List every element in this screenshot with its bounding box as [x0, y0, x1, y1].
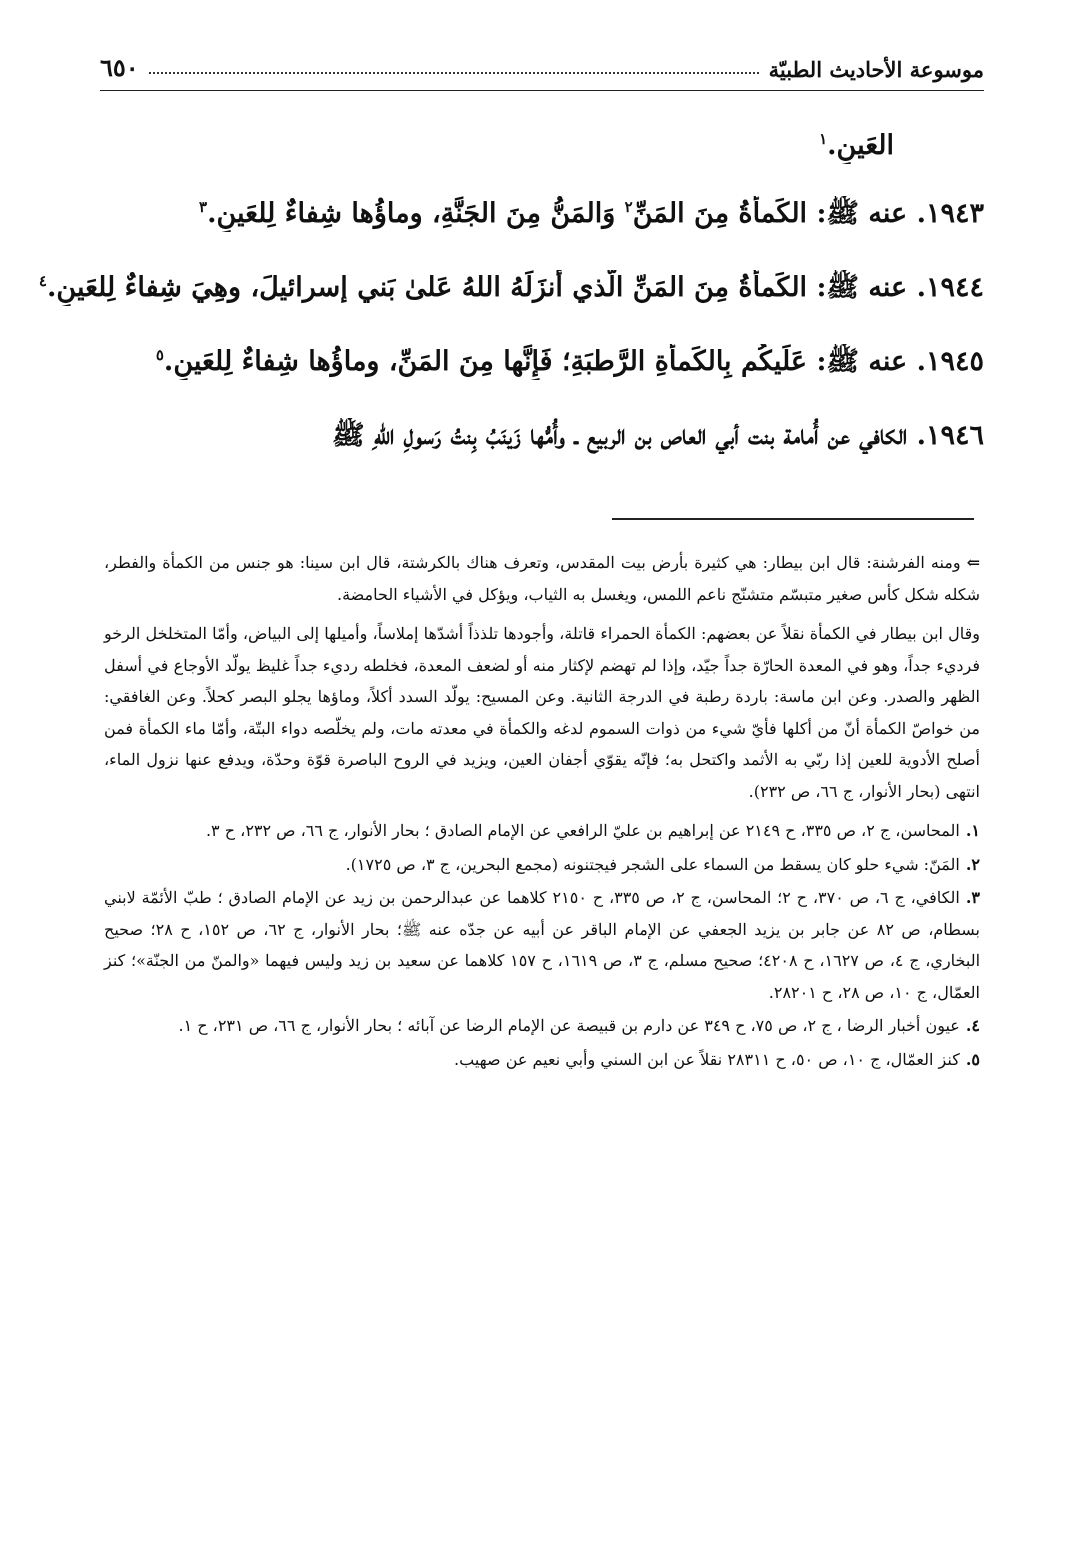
footnote-text: عيون أخبار الرضا ، ج ٢، ص ٧٥، ح ٣٤٩ عن دارم بن قبيصة عن الإمام الرضا عن آبائه ؛ بحار الأنوار، ج ٦٦، ص ٢٣١، ح ١.: [178, 1016, 960, 1035]
footnote-number: ٤.: [965, 1016, 980, 1035]
footnote-4: [104, 1010, 980, 1042]
continued-arrow-icon: ⇐: [966, 553, 980, 572]
hadith-text: عنه ﷺ: عَلَيكُم بِالكَمأَةِ الرَّطبَةِ؛ فَإِنَّها مِنَ المَنِّ، وماؤُها شِفاءٌ لِلعَينِ.: [163, 346, 908, 377]
footnote-ref: ٣: [199, 198, 208, 216]
header-dotted-leader: [149, 72, 759, 74]
footnote-text: المحاسن، ج ٢، ص ٣٣٥، ح ٢١٤٩ عن إبراهيم بن عليّ الرافعي عن الإمام الصادق ؛ بحار الأنوار، ج ٦٦، ص ٢٣٢، ح ٣.: [205, 821, 960, 840]
footnote-1: [104, 815, 980, 847]
book-title: موسوعة الأحاديث الطبيّة: [768, 57, 984, 82]
page-header: [100, 46, 984, 82]
page-number: ٦٥٠: [100, 53, 139, 82]
footnote-number: ٢.: [965, 854, 980, 874]
hadith-number: ١٩٤٦.: [907, 420, 984, 451]
hadith-text: وَالمَنُّ مِنَ الجَنَّةِ، وماؤُها شِفاءٌ لِلعَينِ.: [207, 198, 625, 229]
hadith-text: عنه ﷺ: الكَمأَةُ مِنَ المَنِّ: [632, 198, 908, 229]
footnote-ref: ٤: [38, 272, 47, 290]
footnote-3: [104, 882, 980, 1008]
footnote-ref: ٢: [624, 198, 633, 216]
continued-note: [104, 547, 980, 610]
note-text: ومنه الفرشنة: قال ابن بيطار: هي كثيرة بأرض بيت المقدس، وتعرف هناك بالكرشتة، قال ابن سينا: هو جنس من الكمأة والفطر، شكله شكل كأس صغير متبسّم متشنّج ناعم اللمس، ويغسل به الثياب، ويؤكل في الأشياء الحامضة.: [104, 553, 980, 604]
hadith-text: عنه ﷺ: الكَمأَةُ مِنَ المَنِّ الَّذي أنزَلَهُ اللهُ عَلىٰ بَني إسرائيلَ، وهِيَ شِفاءٌ لِلعَينِ.: [46, 272, 908, 303]
hadith-1946: [332, 418, 984, 454]
hadith-number: ١٩٤٥.: [907, 346, 984, 377]
footnote-text: كنز العمّال، ج ١٠، ص ٥٠، ح ٢٨٣١١ نقلاً عن ابن السني وأبي نعيم عن صهيب.: [454, 1049, 960, 1069]
hadith-1944: [39, 270, 984, 306]
footnote-number: ٣.: [965, 888, 980, 907]
continuation-text: العَينِ.: [827, 130, 894, 161]
footnote-separator: [612, 518, 974, 520]
footnote-2: [104, 849, 980, 881]
hadith-number: ١٩٤٣.: [907, 198, 984, 229]
header-rule: [100, 90, 984, 91]
continuation-line: [819, 128, 894, 164]
footnote-number: ١.: [965, 821, 980, 840]
footnote-5: [104, 1044, 980, 1076]
hadith-text: الكافي عن أُمامة بنت أبي العاص بن الربيع ـ وأُمُّها زَينَبُ بِنتُ رَسولِ اللهِ ﷺ: [332, 420, 908, 451]
hadith-1943: [199, 196, 984, 232]
footnote-ref: ١: [819, 130, 828, 148]
hadith-1945: [156, 344, 984, 380]
footnote-text: الكافي، ج ٦، ص ٣٧٠، ح ٢؛ المحاسن، ج ٢، ص ٣٣٥، ح ٢١٥٠ كلاهما عن عبدالرحمن بن زيد عن الإمام الصادق ؛ طبّ الأئمّة لابني بسطام، ص ٨٢ عن جابر بن يزيد الجعفي عن الإمام الباقر عن أبيه عن جدّه عنه ﷺ؛ بحار الأنوار، ج ٦٢، ص ١٥٢، ح ٢٨؛ صحيح البخاري، ج ٤، ص ١٦٢٧، ح ٤٢٠٨؛ صحيح مسلم، ج ٣، ص ١٦١٩، ح ١٥٧ كلاهما عن سعيد بن زيد وليس فيهما «والمنّ من الجنّة»؛ كنز العمّال، ج ١٠، ص ٢٨، ح ٢٨٢٠١.: [104, 888, 981, 1002]
note-text: وقال ابن بيطار في الكمأة نقلاً عن بعضهم: الكمأة الحمراء قاتلة، وأجودها تلذذاً أشدّها إملاساً، وأميلها إلى البياض، وأمّا المتخلخل الرخو فرديء جداً، وهو في المعدة الحارّة جداً جيّد، وإذا لم تهضم لإكثار منه أو لضعف المعدة، فخلطه رديء جداً غليظ يولّد الأوجاع في أسفل الظهر والصدر. وعن ابن ماسة: باردة رطبة في الدرجة الثانية. وعن المسيح: يولّد السدد أكلاً، وماؤها يجلو البصر كحلاً. وعن الغافقي: من خواصّ الكمأة أنّ من أكلها فأيّ شيء من ذوات السموم لدغه والكمأة في معدته مات، ولم يخلّصه دواء البتّة، وأمّا ماء الكمأة فمن أصلح الأدوية للعين إذا ربّي به الأثمد واكتحل به؛ فإنّه يقوّي أجفان العين، ويزيد في الروح الباصرة قوّة وحدّة، ويدفع عنها نزول الماء، انتهى (بحار الأنوار، ج ٦٦، ص ٢٣٢).: [104, 624, 981, 801]
note-paragraph: [104, 618, 980, 807]
footnote-ref: ٥: [155, 346, 164, 364]
footnote-number: ٥.: [965, 1049, 980, 1069]
footnote-text: المَنّ: شيء حلو كان يسقط من السماء على الشجر فيجتنونه (مجمع البحرين، ج ٣، ص ١٧٢٥).: [345, 854, 960, 874]
footnotes: [104, 547, 980, 1075]
hadith-number: ١٩٤٤.: [907, 272, 984, 303]
